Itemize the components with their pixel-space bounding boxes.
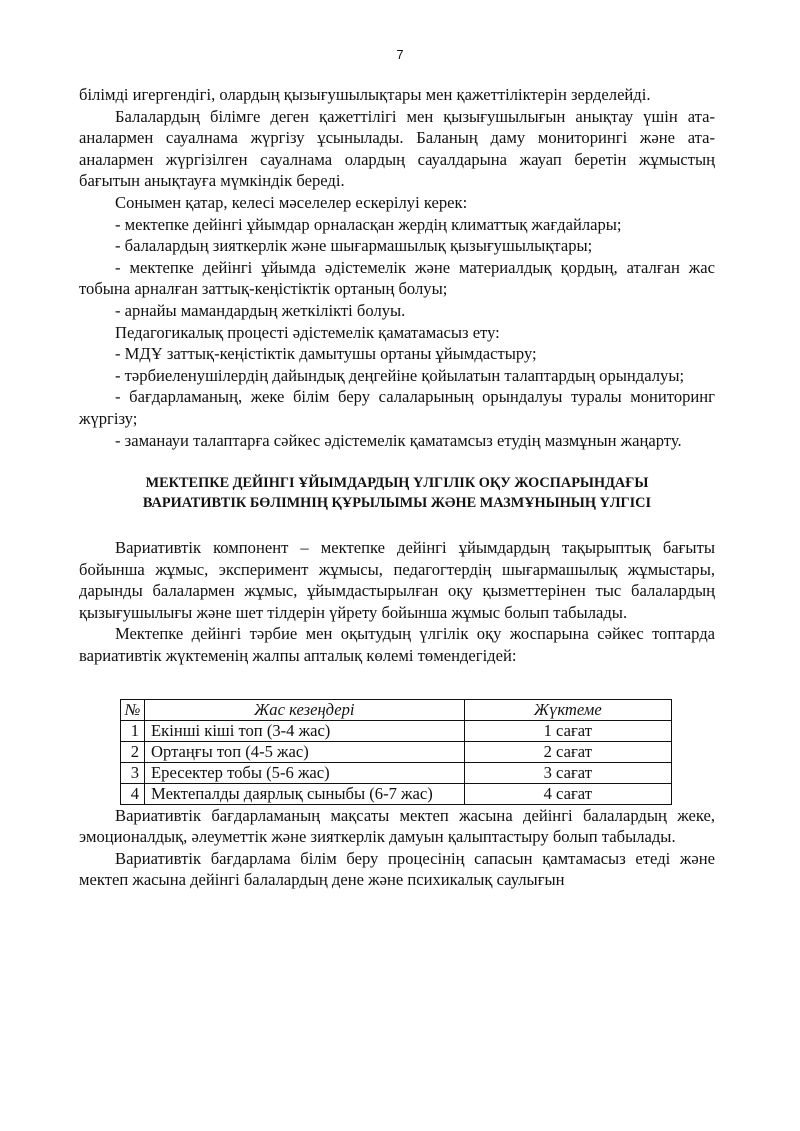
row-age: Ересектер тобы (5-6 жас) — [145, 762, 465, 783]
header-load: Жүктеме — [464, 699, 671, 720]
paragraph: Сонымен қатар, келесі мәселелер ескерілуі керек: — [115, 192, 468, 212]
row-load: 3 сағат — [464, 762, 671, 783]
list-item: - мектепке дейінгі ұйымдар орналасқан жердің климаттық жағдайлары; — [115, 214, 622, 234]
paragraph: Вариативтік бағдарламаның мақсаты мектеп жасына дейінгі балалардың жеке, эмоционалдық, әлеуметтік және зияткерлік дамуын қалыптастыру болып табылады. — [79, 805, 715, 847]
page-body — [79, 84, 715, 891]
paragraph: Вариативтік компонент – мектепке дейінгі ұйымдардың тақырыптық бағыты бойынша жұмыс, эксперимент жұмысы, педагогтердің шығармашылық жұмыстары, дарынды балалармен жұмыс, ұйымдастырылған оқу қызметтерінен тыс балалардың қызығушылығы және шет тілдерін үйрету бойынша жұмыс болып табылады. — [79, 538, 715, 622]
table-row — [121, 720, 672, 741]
row-number: 2 — [121, 741, 145, 762]
paragraph: Вариативтік бағдарлама білім беру процесінің сапасын қамтамасыз етеді және мектеп жасына дейінгі балалардың дене және психикалық саулығын — [79, 848, 715, 890]
paragraph: білімді игергендігі, олардың қызығушылықтары мен қажеттіліктерін зерделейді. — [79, 85, 651, 104]
row-number: 3 — [121, 762, 145, 783]
paragraph: Балалардың білімге деген қажеттілігі мен қызығушылығын анықтау үшін ата-аналармен сауалнама жүргізу ұсынылады. Баланың даму мониторингі және ата-аналармен жүргізілген сауалнама олардың сауалдарына жауап беретін жұмыстың бағытын анықтауға мүмкіндік береді. — [79, 106, 715, 191]
header-age: Жас кезеңдері — [145, 699, 465, 720]
table-row — [121, 762, 672, 783]
list-item: - заманауи талаптарға сәйкес әдістемелік қаматамсыз етудің мазмұнын жаңарту. — [115, 430, 682, 450]
row-number: 4 — [121, 783, 145, 804]
heading-line-1: МЕКТЕПКЕ ДЕЙІНГІ ҰЙЫМДАРДЫҢ ҮЛГІЛІК ОҚУ ЖОСПАРЫНДАҒЫ — [145, 475, 649, 492]
page-number: 7 — [396, 47, 404, 62]
table-row — [121, 741, 672, 762]
list-item: - арнайы мамандардың жеткілікті болуы. — [115, 300, 406, 320]
list-item: - мектепке дейінгі ұйымда әдістемелік және материалдық қордың, аталған жас тобына арналған заттық-кеңістіктік ортаның болуы; — [79, 257, 715, 299]
row-load: 4 сағат — [464, 783, 671, 804]
table-row — [121, 783, 672, 804]
row-number: 1 — [121, 720, 145, 741]
workload-table — [120, 699, 672, 805]
list-item: - бағдарламаның, жеке білім беру салаларының орындалуы туралы мониторинг жүргізу; — [79, 387, 715, 428]
row-load: 1 сағат — [464, 720, 671, 741]
row-age: Ортаңғы топ (4-5 жас) — [145, 741, 465, 762]
heading-line-2: ВАРИАТИВТІК БӨЛІМНІҢ ҚҰРЫЛЫМЫ ЖӘНЕ МАЗМҰНЫНЫҢ ҮЛГІСІ — [142, 494, 652, 511]
list-item: - балалардың зияткерлік және шығармашылық қызығушылықтары; — [115, 236, 593, 256]
paragraph: Мектепке дейінгі тәрбие мен оқытудың үлгілік оқу жоспарына сәйкес топтарда вариативтік жүктеменің жалпы апталық көлемі төмендегідей: — [79, 624, 715, 666]
paragraph: Педагогикалық процесті әдістемелік қаматамасыз ету: — [115, 322, 500, 342]
header-number: № — [121, 699, 145, 720]
table-header-row — [121, 699, 672, 720]
row-age: Мектепалды даярлық сыныбы (6-7 жас) — [145, 783, 465, 804]
list-item: - тәрбиеленушілердің дайындық деңгейіне қойылатын талаптардың орындалуы; — [115, 365, 685, 385]
list-item: - МДҰ заттық-кеңістіктік дамытушы ортаны ұйымдастыру; — [115, 344, 537, 364]
row-load: 2 сағат — [464, 741, 671, 762]
section-heading — [79, 474, 715, 513]
row-age: Екінші кіші топ (3-4 жас) — [145, 720, 465, 741]
